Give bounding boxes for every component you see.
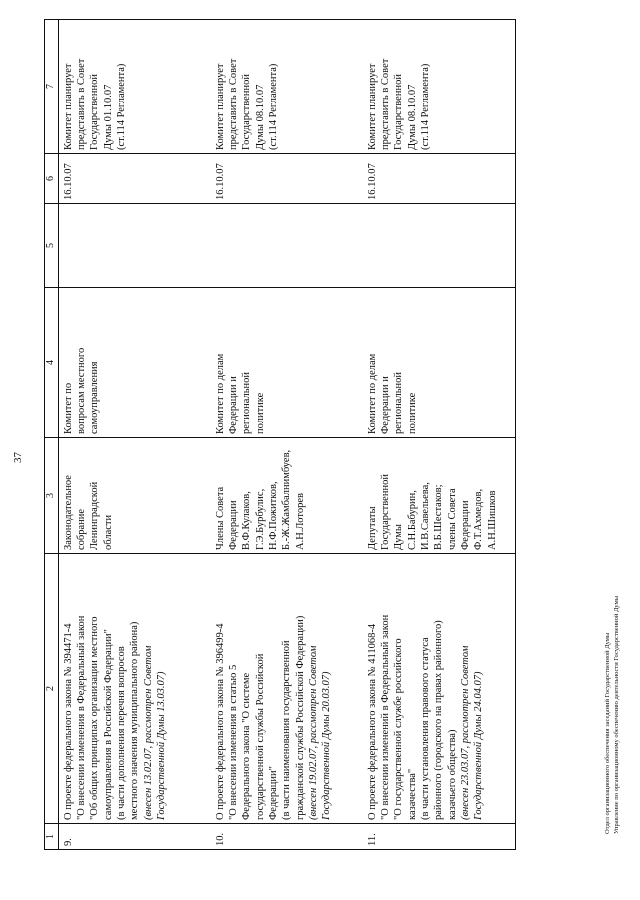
initiator-line: Законодательное	[62, 475, 74, 550]
footer-department: Отдел организационного обеспечения заседаний Государственной Думы	[604, 632, 611, 834]
bill-description-line: государственной службы Российской	[254, 653, 266, 820]
bill-description-line: "О внесении изменения в статью 5	[228, 664, 240, 820]
date-value: 16.10.07	[62, 163, 74, 200]
initiator-line: Б.-Ж.Жамбалнимбуев,	[281, 449, 293, 550]
committee-line: Комитет по делам	[214, 353, 226, 434]
date-value: 16.10.07	[366, 163, 378, 200]
column-number: 3	[45, 438, 59, 554]
committee-line: Комитет по	[62, 382, 74, 434]
committee-line: региональной	[393, 372, 405, 434]
bill-description-line: Федерального закона "О системе	[241, 672, 253, 820]
page-number: 37	[12, 452, 24, 463]
committee-cell	[211, 288, 363, 438]
bill-note-line: (внесен 23.03.07, рассмотрен Советом	[459, 645, 471, 820]
column-number: 4	[45, 288, 59, 438]
plan-cell	[58, 20, 211, 154]
initiator-line: Н.Ф.Пожитков,	[268, 481, 279, 550]
bill-description-line: казачьего общества)	[446, 729, 458, 820]
column-number-row	[45, 20, 59, 850]
initiator-cell	[58, 438, 211, 554]
committee-line: Федерации и	[228, 376, 240, 434]
bill-description-cell	[363, 554, 516, 824]
bill-description-line: "О внесении изменения в Федеральный закон	[76, 615, 88, 820]
bill-description-line: (в части дополнения перечня вопросов	[116, 646, 127, 820]
committee-line: политике	[406, 392, 418, 434]
row-number: 10.	[214, 832, 226, 846]
plan-line: Комитет планирует	[366, 63, 378, 150]
plan-line: (ст.114 Регламента)	[420, 63, 431, 150]
plan-cell	[363, 20, 516, 154]
committee-line: политике	[254, 392, 266, 434]
bill-description-line: гражданской службы Российской Федерации)	[294, 615, 306, 820]
date-cell	[363, 154, 516, 204]
bill-note-line: Государственной Думы 24.04.07)	[473, 671, 485, 820]
column-number: 2	[45, 554, 59, 824]
plan-line: представить в Совет	[380, 58, 392, 150]
initiator-line: В.Б.Шестаков;	[433, 484, 445, 550]
initiator-line: Ленинградской	[89, 481, 101, 550]
initiator-line: Государственной	[380, 474, 392, 550]
initiator-cell	[363, 438, 516, 554]
bill-description-cell	[211, 554, 363, 824]
column-number: 6	[45, 154, 59, 204]
bill-description-line: "Об общих принципах организации местного	[89, 616, 101, 820]
row-number-cell	[363, 824, 516, 850]
plan-line: (ст.114 Регламента)	[116, 63, 127, 150]
row-number: 9.	[62, 838, 74, 846]
initiator-line: Члены Совета	[214, 486, 226, 550]
column-5-cell	[58, 204, 211, 288]
plan-line: Думы 08.10.07	[406, 84, 418, 150]
bill-note-line: Государственной Думы 13.03.07)	[155, 671, 167, 820]
initiator-line: члены Совета	[446, 488, 458, 550]
column-number: 1	[45, 824, 59, 850]
bill-description-line: (в части наименования государственной	[281, 640, 293, 820]
committee-cell	[58, 288, 211, 438]
bill-description-line: Федерации"	[268, 766, 279, 820]
plan-line: Комитет планирует	[214, 63, 226, 150]
column-number: 5	[45, 204, 59, 288]
initiator-line: А.Н.Шишков	[486, 490, 498, 550]
date-value: 16.10.07	[214, 163, 226, 200]
initiator-line: Федерации	[459, 500, 471, 550]
committee-line: вопросам местного	[76, 347, 88, 434]
date-cell	[58, 154, 211, 204]
bill-note-line: Государственной Думы 20.03.07)	[321, 671, 333, 820]
committee-line: Комитет по делам	[366, 353, 378, 434]
plan-line: Государственной	[89, 74, 101, 150]
plan-cell	[211, 20, 363, 154]
committee-cell	[363, 288, 516, 438]
table-row	[211, 20, 363, 850]
committee-line: региональной	[241, 372, 253, 434]
initiator-line: Депутаты	[366, 506, 378, 550]
bill-description-cell	[58, 554, 211, 824]
initiator-line: собрание	[76, 508, 88, 550]
initiator-line: Г.Э.Бурбулис,	[254, 488, 266, 550]
bill-description-line: О проекте федерального закона № 411068-4	[366, 623, 378, 820]
initiator-line: А.Н.Лоторев	[294, 493, 306, 550]
column-5-cell	[363, 204, 516, 288]
initiator-cell	[211, 438, 363, 554]
plan-line: представить в Совет	[76, 58, 88, 150]
plan-line: Думы 08.10.07	[254, 84, 266, 150]
row-number-cell	[58, 824, 211, 850]
plan-line: (ст.114 Регламента)	[268, 63, 279, 150]
initiator-line: Федерации	[228, 500, 240, 550]
footer-directorate: Управление по организационному обеспечению деятельности Государственной Думы	[612, 595, 620, 834]
plan-line: представить в Совет	[228, 58, 240, 150]
bill-note-line: (внесен 19.02.07, рассмотрен Советом	[307, 645, 319, 820]
plan-line: Думы 01.10.07	[102, 84, 114, 150]
initiator-line: Ф.Т.Ахмедов,	[473, 488, 485, 550]
footer	[604, 596, 622, 834]
initiator-line: В.Ф.Кулаков,	[241, 491, 253, 550]
bill-description-line: "О внесении изменений в Федеральный закон	[380, 614, 392, 820]
bill-description-line: районного (городского на правах районного)	[433, 620, 445, 820]
bill-description-line: О проекте федерального закона № 396499-4	[214, 623, 226, 820]
bill-description-line: "О государственной службе российского	[393, 638, 405, 820]
initiator-line: И.В.Савельева,	[420, 482, 431, 550]
bill-note-line: (внесен 13.02.07, рассмотрен Советом	[142, 645, 154, 820]
bill-description-line: О проекте федерального закона № 394471-4	[62, 623, 74, 820]
bill-description-line: самоуправления в Российской Федерации"	[102, 629, 114, 820]
bills-table	[44, 19, 516, 850]
column-number: 7	[45, 20, 59, 154]
column-5-cell	[211, 204, 363, 288]
row-number-cell	[211, 824, 363, 850]
bill-description-line: местного значения муниципального района)	[129, 621, 141, 820]
bill-description-line: (в части установления правового статуса	[420, 637, 431, 820]
committee-line: Федерации и	[380, 376, 392, 434]
plan-line: Государственной	[241, 74, 253, 150]
initiator-line: области	[102, 514, 114, 550]
plan-line: Комитет планирует	[62, 63, 74, 150]
initiator-line: С.Н.Бабурин,	[406, 490, 418, 550]
committee-line: самоуправления	[89, 361, 101, 434]
row-number: 11.	[366, 833, 378, 846]
table-row	[58, 20, 211, 850]
date-cell	[211, 154, 363, 204]
table-row	[363, 20, 516, 850]
initiator-line: Думы	[393, 524, 405, 550]
bill-description-line: казачества"	[406, 768, 418, 820]
plan-line: Государственной	[393, 74, 405, 150]
